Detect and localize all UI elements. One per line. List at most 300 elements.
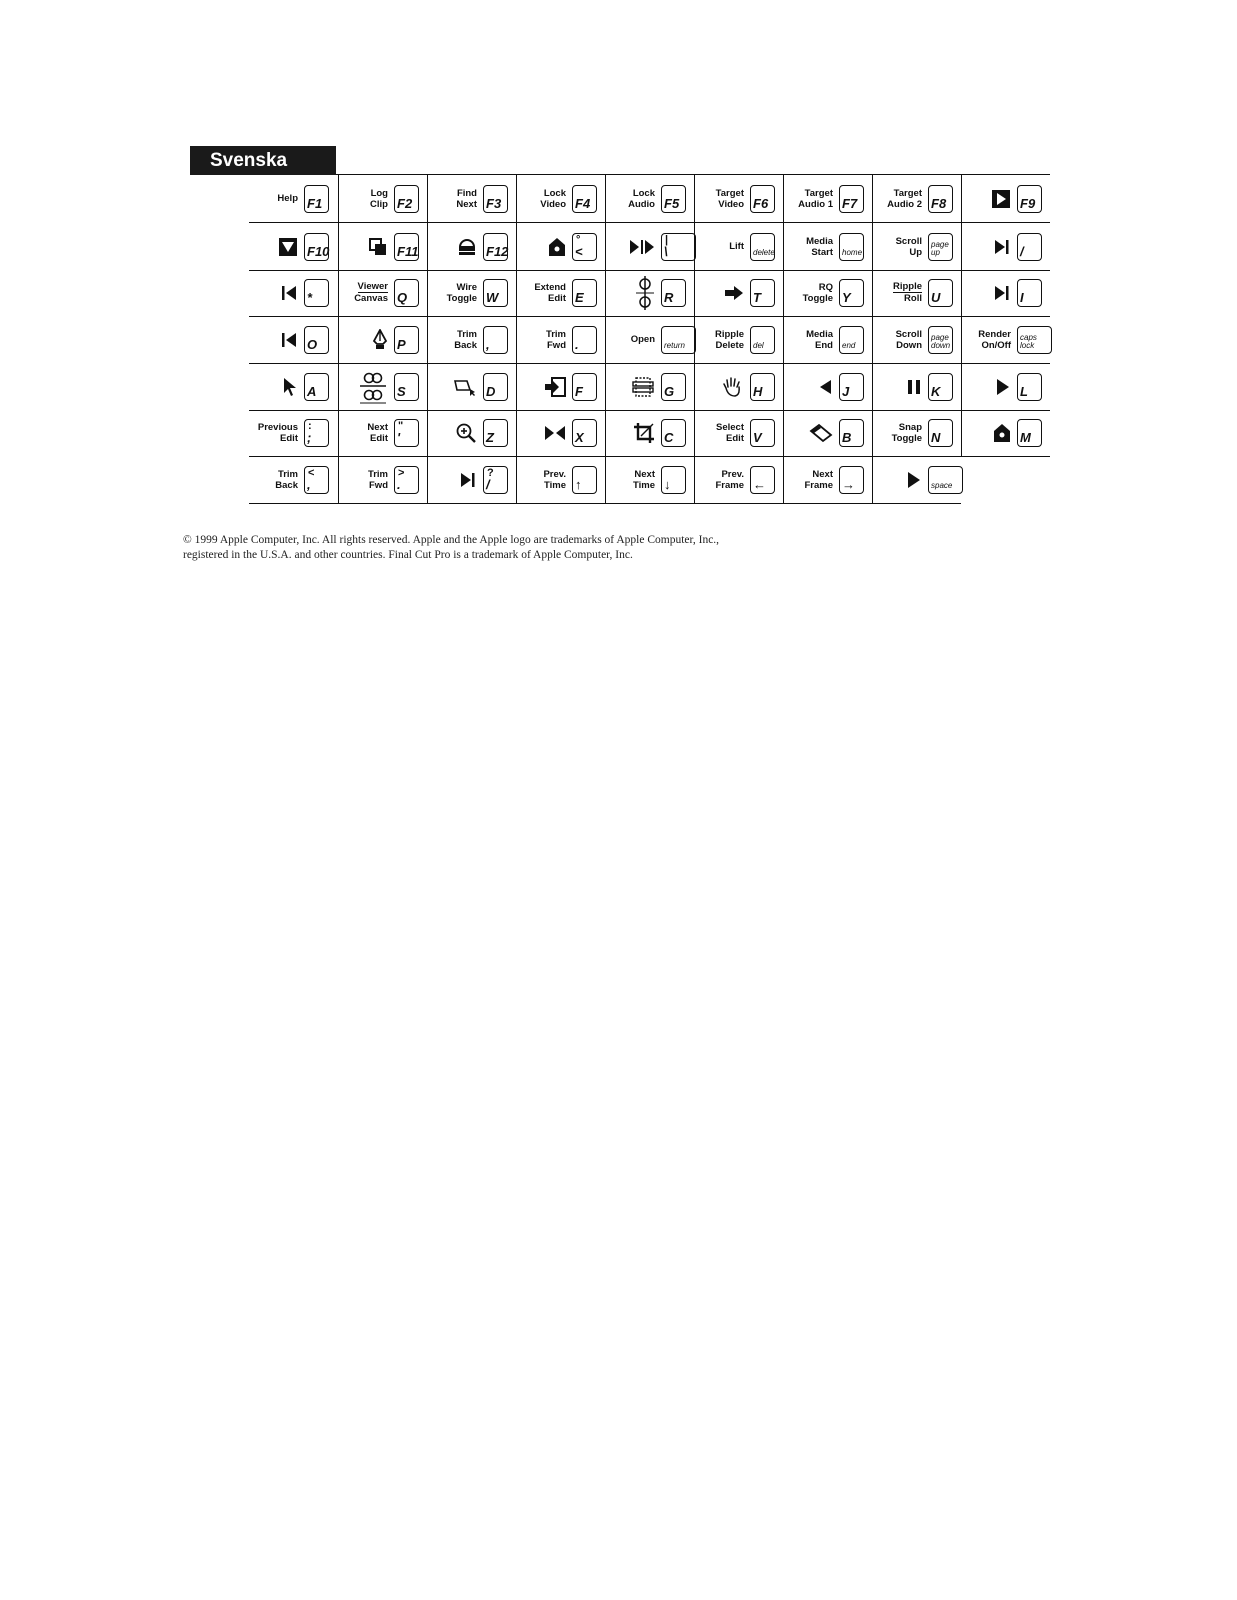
shortcut-label-line: Next [367,421,388,433]
key-n [928,419,953,447]
shortcut-cell [605,223,695,270]
key-legend: T [753,290,761,305]
shortcut-label [368,456,388,503]
shortcut-row [249,223,1050,271]
shortcut-label [633,456,655,503]
key-sym [572,326,597,354]
key-a [304,373,329,401]
shortcut-cell [338,316,428,363]
key-f3 [483,185,508,213]
shortcut-cell [427,223,517,270]
shortcut-label [275,456,298,503]
key-legend: ↑ [575,477,582,492]
shortcut-cell [872,456,962,503]
shortcut-cell [605,269,695,316]
key-f10 [304,233,329,261]
crop-icon [615,409,655,456]
key-sym [1017,233,1042,261]
shortcut-cell [249,175,338,222]
shortcut-label-line: Snap [898,421,922,433]
key-shift-legend: : [308,420,312,432]
key-legend: ← [753,477,766,492]
shortcut-row [249,175,1050,223]
shortcut-label [534,269,566,316]
key-sym [304,466,329,494]
shortcut-label-line: Time [543,479,566,491]
key-legend: S [397,384,406,399]
shortcut-label-line: Scroll [895,235,922,247]
shortcut-cell [249,363,338,410]
shortcut-label-line: Audio 1 [798,198,833,210]
key-sym [394,466,419,494]
shortcut-label-line: Next [456,198,477,210]
shortcut-cell [427,269,517,316]
key-r [661,279,686,307]
mark-in-left-icon [258,316,298,363]
shortcut-label-line: Down [896,339,922,351]
key-legend: F4 [575,196,591,211]
shortcut-label-line: Roll [904,293,922,304]
key-legend: G [664,384,675,399]
shortcut-cell [338,456,428,503]
key-legend: , [307,477,311,492]
shortcut-cell [427,456,517,503]
match-frame-icon [526,363,566,410]
shortcut-label-line: Help [277,193,298,204]
shortcut-label-line: Frame [715,479,744,491]
key-x [572,419,597,447]
key-shift-legend: < [308,467,315,479]
shortcut-cell [694,269,784,316]
key-y [839,279,864,307]
key-legend: O [307,337,318,352]
shortcut-cell [516,409,606,456]
shortcut-cell [249,223,338,270]
next-edit-icon [971,223,1011,270]
shortcut-cell [961,316,1051,363]
shortcut-label-line: Lift [729,241,744,252]
shortcut-label-line: Clip [370,198,388,210]
next-edit-icon [437,456,477,503]
key-legend: → [842,477,855,492]
key-shift-legend: ? [487,467,494,479]
shortcut-label-line: Toggle [446,292,477,304]
key-sym [394,419,419,447]
key-caps-lock [1017,326,1052,354]
key-legend: Q [397,290,408,305]
shortcut-label-line: Log [370,187,388,199]
shortcut-cell [427,175,517,222]
shortcut-cell [249,409,338,456]
shortcut-label [978,316,1011,363]
play-icon [882,456,922,503]
key-legend: ↓ [664,477,671,492]
shortcut-cell [694,363,784,410]
key-f4 [572,185,597,213]
shortcut-cell [961,363,1051,410]
key-legend: , [486,337,490,352]
copyright-footer [183,533,883,563]
key-legend: V [753,430,762,445]
shortcut-label-line: Time [632,479,655,491]
shortcut-cell [338,409,428,456]
key-u [928,279,953,307]
shortcut-label [546,316,566,363]
key-k [928,373,953,401]
shortcut-label-line: Prev. [543,468,566,480]
shortcut-label-line: Frame [804,479,833,491]
shortcut-cell [783,175,873,222]
shortcut-label-line: Edit [726,432,744,444]
shortcut-label-line: Open [630,334,655,345]
shortcut-label-line: Edit [548,292,566,304]
shortcut-cell [249,456,338,503]
key-legend: page up [931,240,949,257]
shortcut-cell [694,409,784,456]
key-legend: F10 [307,244,330,259]
key-shift-legend: " [398,420,404,432]
lock-small-icon [971,409,1011,456]
shortcut-label [716,175,744,222]
key-legend: H [753,384,763,399]
key-d [483,373,508,401]
key-f5 [661,185,686,213]
key-legend: F12 [486,244,509,259]
shortcut-label-line: Wire [456,281,477,293]
shortcut-cell [338,363,428,410]
key-home [839,233,864,261]
pointer-icon [258,363,298,410]
key-m [1017,419,1042,447]
shortcut-cell [694,316,784,363]
arrow-right-icon [704,269,744,316]
shortcut-label-line: Next [634,468,655,480]
shortcut-row [249,363,1050,411]
superimpose-icon [437,223,477,270]
key-f7 [839,185,864,213]
shortcut-cell [427,316,517,363]
shortcut-cell [961,223,1051,270]
shortcut-cell [516,269,606,316]
key-shift-legend: ° [576,234,581,246]
key-legend: P [397,337,406,352]
shortcut-label-line: Media [806,328,833,340]
shortcut-label-line: Fwd [369,479,388,491]
key-f [572,373,597,401]
key-legend: J [842,384,850,399]
key-legend: < [575,244,583,259]
key-z [483,419,508,447]
key-del [750,326,775,354]
key-b [839,419,864,447]
shortcut-label-line: Delete [715,339,744,351]
shortcut-label-line: Scroll [895,328,922,340]
zoom-icon [437,409,477,456]
key-legend: L [1020,384,1028,399]
shortcut-label [803,269,833,316]
shortcut-label-line: Edit [370,432,388,444]
key-legend: F6 [753,196,769,211]
section-heading: Svenska [190,146,336,175]
shortcut-cell [605,456,695,503]
shortcut-label-line: Ripple [714,328,744,340]
shortcut-label [729,223,744,270]
key-legend: Y [842,290,851,305]
shortcut-cell [249,316,338,363]
shortcut-label-line: Toggle [891,432,922,444]
key-legend: W [486,290,499,305]
shortcut-cell [961,409,1051,456]
key-sym [661,233,696,261]
key-legend: page down [931,333,951,350]
key-sym [483,466,508,494]
key-legend: F [575,384,583,399]
shortcut-label [804,456,833,503]
pause-icon [882,363,922,410]
shortcut-label [367,409,388,456]
shortcut-label [716,409,744,456]
shortcut-cell [872,409,962,456]
shortcut-label-line: Trim [277,468,298,480]
shortcut-label-line: Render [978,328,1011,340]
shortcut-label-line: Viewer [357,281,388,292]
shortcut-cell [338,269,428,316]
shortcut-label-line: Up [909,246,922,258]
key-f12 [483,233,508,261]
play-icon [971,363,1011,410]
shortcut-label-line: On/Off [981,339,1011,351]
key-sym [750,466,775,494]
shortcut-label [893,269,922,316]
hand-icon [704,363,744,410]
shortcut-label [628,175,655,222]
group-icon [615,363,655,410]
shortcut-label-line: Fwd [547,339,566,351]
shortcut-label [806,223,833,270]
shortcut-label-line: RQ [818,281,833,293]
shortcut-label-line: Previous [257,421,298,433]
key-legend: F9 [1020,196,1036,211]
key-legend: Z [486,430,494,445]
distort-icon [437,363,477,410]
shortcut-label-line: Find [456,187,477,199]
shortcut-label-line: Ripple [892,281,922,292]
shortcut-label [447,269,477,316]
key-g [661,373,686,401]
key-legend: del [753,341,764,350]
key-shift-legend: | [665,234,669,246]
key-sym [572,466,597,494]
shortcut-cell [783,316,873,363]
shortcut-grid [249,175,1050,515]
shortcut-label-line: Target [893,187,922,199]
shortcut-label-line: Toggle [802,292,833,304]
mark-in-icon [971,175,1011,222]
shortcut-label [456,175,477,222]
key-space [928,466,963,494]
shortcut-row [249,409,1050,457]
shortcut-label-line: Video [718,198,744,210]
key-legend: space [931,481,953,490]
play-around-icon [615,223,655,270]
key-end [839,326,864,354]
shortcut-label-line: End [815,339,833,351]
pen-icon [348,316,388,363]
shortcut-label [715,316,744,363]
key-legend: home [842,248,863,257]
shortcut-cell [516,223,606,270]
shortcut-cell [516,316,606,363]
key-f11 [394,233,419,261]
shortcut-label-line: Target [804,187,833,199]
key-legend: caps lock [1020,333,1037,350]
key-i [1017,279,1042,307]
shortcut-cell [694,175,784,222]
shortcut-label-line: Media [806,235,833,247]
key-legend: I [1020,290,1024,305]
shortcut-label [715,456,744,503]
key-legend: F3 [486,196,502,211]
key-legend: N [931,430,941,445]
shortcut-cell [783,363,873,410]
shortcut-cell [427,363,517,410]
key-q [394,279,419,307]
key-f6 [750,185,775,213]
key-legend: * [307,290,313,305]
shortcut-label-line: Start [811,246,833,258]
shortcut-cell [872,269,962,316]
key-legend: A [307,384,317,399]
prev-edit-icon [258,269,298,316]
shortcut-label [454,316,477,363]
shortcut-cell [605,175,695,222]
shortcut-label-line: Back [454,339,477,351]
shortcut-cell [249,269,338,316]
blade-icon [793,409,833,456]
play-reverse-icon [793,363,833,410]
key-legend: F1 [307,196,323,211]
key-f8 [928,185,953,213]
shortcut-label-line: Edit [280,432,298,444]
shortcut-label-line: Next [812,468,833,480]
shortcut-label-line: Lock [632,187,655,199]
shortcut-cell [783,223,873,270]
shortcut-label [354,269,388,316]
key-delete [750,233,775,261]
key-legend: F8 [931,196,947,211]
key-page-up [928,233,953,261]
key-sym [304,279,329,307]
key-f1 [304,185,329,213]
shortcut-cell [516,456,606,503]
shortcut-label [798,175,833,222]
overlay-icon [348,223,388,270]
key-legend: delete [753,248,775,257]
shortcut-label-line: Back [275,479,298,491]
shortcut-label-line: Video [540,198,566,210]
key-j [839,373,864,401]
shortcut-label-line: Target [715,187,744,199]
key-f2 [394,185,419,213]
shortcut-label-line: Trim [456,328,477,340]
shortcut-cell [338,175,428,222]
copyright-line-2: registered in the U.S.A. and other countries. Final Cut Pro is a trademark of Apple Computer, Inc. [183,549,633,561]
shortcut-cell [872,363,962,410]
key-legend: / [486,477,490,492]
key-page-down [928,326,953,354]
key-p [394,326,419,354]
shortcut-label-line: Trim [367,468,388,480]
shortcut-label [540,175,566,222]
key-legend: F7 [842,196,858,211]
shortcut-cell [783,409,873,456]
key-sym [304,419,329,447]
key-h [750,373,775,401]
key-legend: . [575,337,579,352]
key-legend: C [664,430,674,445]
razor-icon [615,269,655,316]
key-e [572,279,597,307]
key-legend: M [1020,430,1031,445]
key-legend: F5 [664,196,680,211]
shortcut-label [258,409,298,456]
key-sym [572,233,597,261]
shortcut-label [631,316,655,363]
key-sym [661,466,686,494]
shortcut-cell [961,175,1051,222]
shortcut-row [249,316,1050,364]
shortcut-cell [516,175,606,222]
key-legend: F2 [397,196,413,211]
mark-out-icon [971,269,1011,316]
shortcut-label [896,316,922,363]
key-t [750,279,775,307]
key-legend: X [575,430,584,445]
shortcut-cell [427,409,517,456]
shortcut-row [249,456,1050,504]
shortcut-cell [783,269,873,316]
key-legend: return [664,341,685,350]
key-legend: B [842,430,852,445]
shortcut-cell [605,409,695,456]
key-legend: \ [664,244,668,259]
key-sym [483,326,508,354]
shortcut-cell [516,363,606,410]
shortcut-cell [872,316,962,363]
shortcut-cell [605,316,695,363]
key-legend: . [397,477,401,492]
shortcut-label-line: Canvas [354,293,388,304]
key-v [750,419,775,447]
bowtie-icon [526,409,566,456]
shortcut-label-line: Trim [545,328,566,340]
shortcut-cell [783,456,873,503]
key-legend: / [1020,244,1024,259]
key-legend: U [931,290,941,305]
key-legend: end [842,341,856,350]
shortcut-cell [694,456,784,503]
shortcut-label-line: Audio 2 [887,198,922,210]
key-o [304,326,329,354]
key-f9 [1017,185,1042,213]
key-sym [839,466,864,494]
key-w [483,279,508,307]
shortcut-label [806,316,833,363]
shortcut-cell [694,223,784,270]
slip-icon [348,363,388,410]
key-legend: D [486,384,496,399]
shortcut-label [543,456,566,503]
